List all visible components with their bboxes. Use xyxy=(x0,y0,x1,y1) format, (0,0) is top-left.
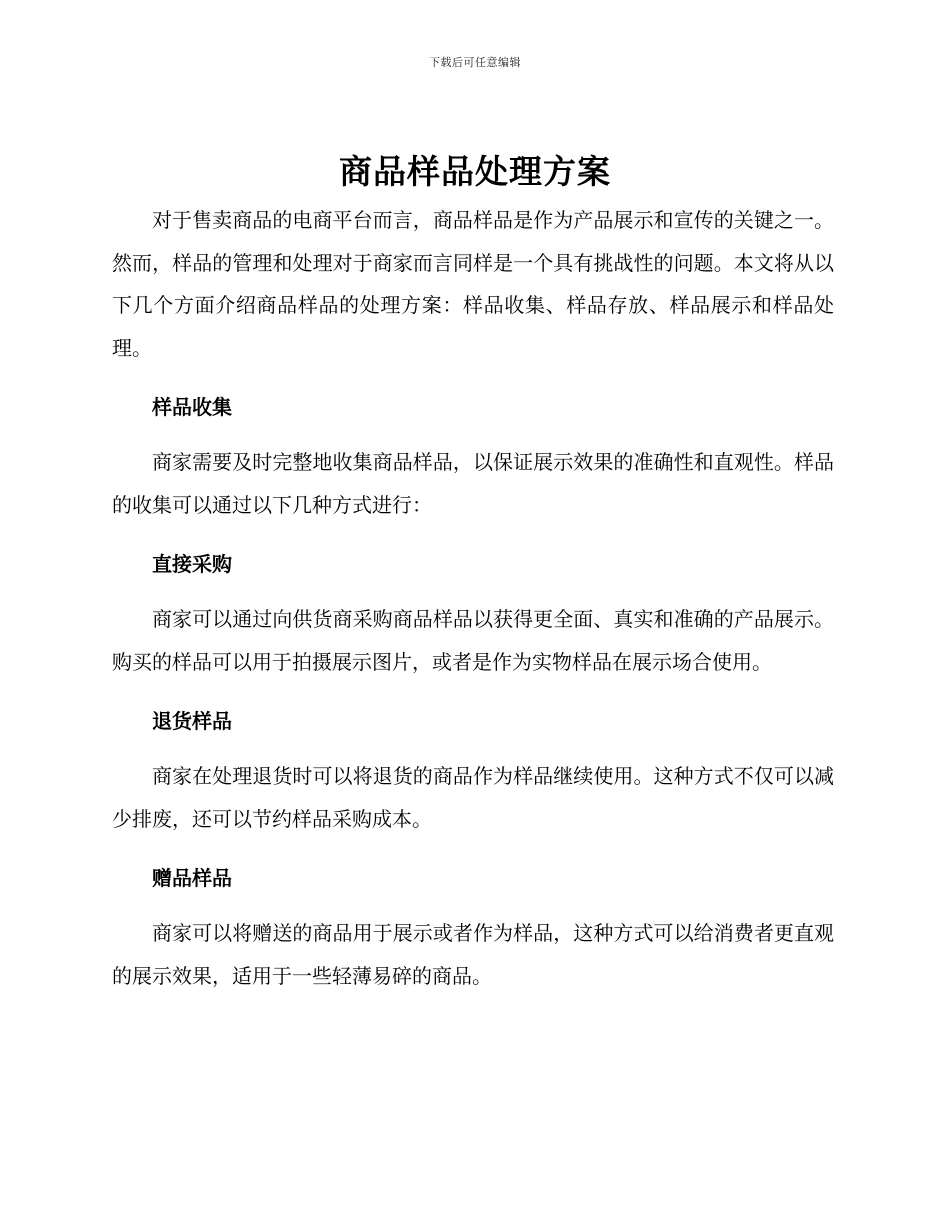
section-paragraph: 商家需要及时完整地收集商品样品，以保证展示效果的准确性和直观性。样品的收集可以通过以下几种方式进行： xyxy=(112,450,834,517)
section-returned-samples xyxy=(112,708,834,840)
section-sample-collection xyxy=(112,394,834,526)
section-paragraph: 商家在处理退货时可以将退货的商品作为样品继续使用。这种方式不仅可以减少排废，还可以节约样品采购成本。 xyxy=(112,764,834,831)
intro-paragraph: 对于售卖商品的电商平台而言，商品样品是作为产品展示和宣传的关键之一。然而，样品的管理和处理对于商家而言同样是一个具有挑战性的问题。本文将从以下几个方面介绍商品样品的处理方案：样品收集、样品存放、样品展示和样品处理。 xyxy=(112,208,834,360)
section-heading: 样品收集 xyxy=(152,395,232,419)
section-heading: 赠品样品 xyxy=(152,866,232,890)
section-heading: 直接采购 xyxy=(152,552,232,576)
header-note: 下载后可任意编辑 xyxy=(429,56,521,69)
section-heading: 退货样品 xyxy=(152,709,232,733)
section-gift-samples xyxy=(112,865,834,997)
document-title: 商品样品处理方案 xyxy=(339,152,611,191)
section-direct-purchase xyxy=(112,551,834,683)
document-body xyxy=(112,199,834,997)
section-paragraph: 商家可以通过向供货商采购商品样品以获得更全面、真实和准确的产品展示。购买的样品可以用于拍摄展示图片，或者是作为实物样品在展示场合使用。 xyxy=(112,607,834,674)
section-paragraph: 商家可以将赠送的商品用于展示或者作为样品，这种方式可以给消费者更直观的展示效果，适用于一些轻薄易碎的商品。 xyxy=(112,921,834,988)
